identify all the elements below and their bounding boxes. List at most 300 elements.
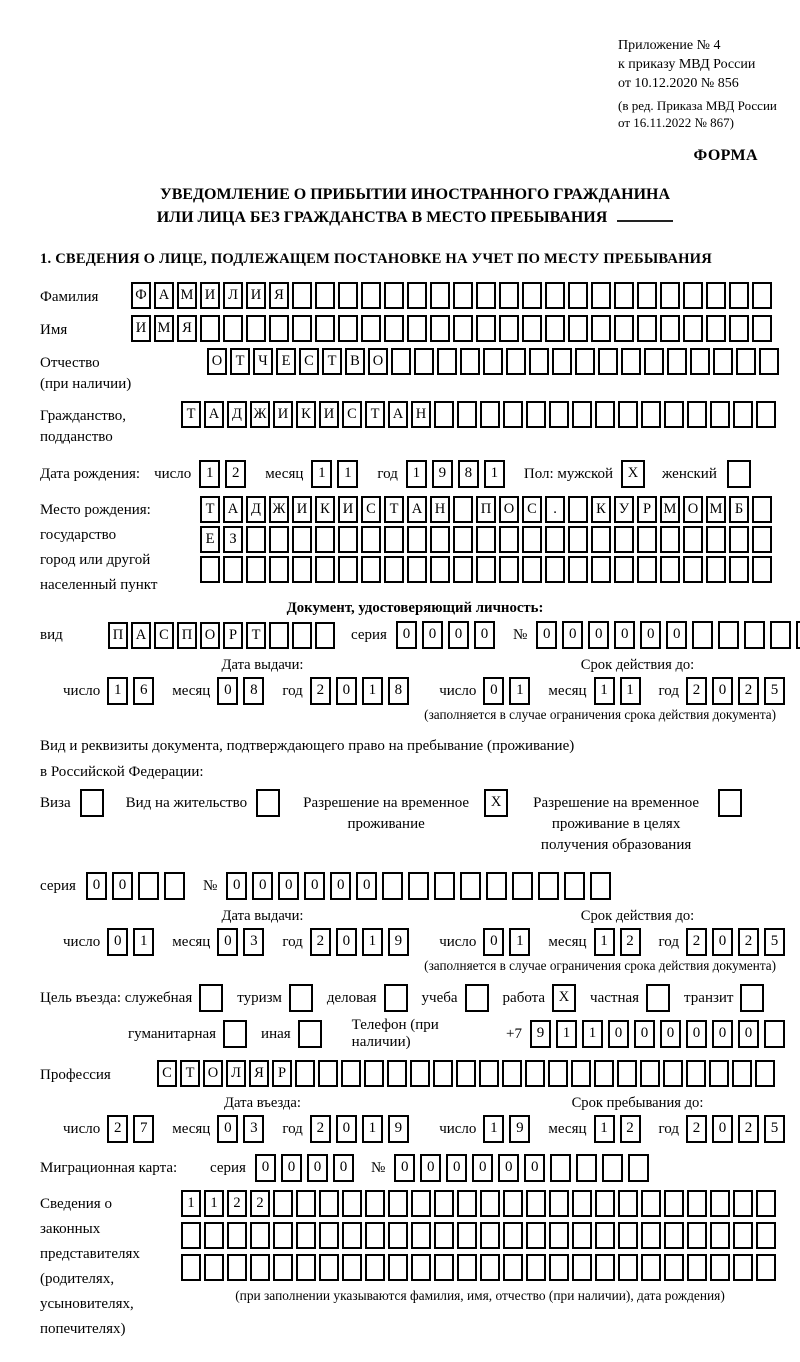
char-cell — [710, 1254, 730, 1281]
char-cell — [456, 1060, 476, 1087]
char-cell: Ч — [253, 348, 273, 375]
migration-series-cells — [255, 1154, 359, 1182]
expiry-date-header: Срок действия до: — [580, 657, 695, 673]
char-cell — [732, 1060, 752, 1087]
char-cell: 0 — [396, 621, 417, 649]
char-cell — [388, 1222, 408, 1249]
issue-day-cells — [107, 677, 159, 705]
char-cell: М — [154, 315, 174, 342]
stay-year-cells — [686, 1115, 790, 1143]
char-cell — [295, 1060, 315, 1087]
char-cell — [641, 401, 661, 428]
char-cell: К — [296, 401, 316, 428]
stay-month-cells — [594, 1115, 646, 1143]
char-cell: 2 — [738, 928, 759, 956]
expiry-note: (заполняется в случае ограничения срока действия документа) — [424, 707, 776, 722]
stay-until-date: число 1 9 месяц 1 2 год 2 0 2 5 — [439, 1115, 790, 1143]
char-cell — [598, 348, 618, 375]
purpose-option-private: частная — [590, 984, 673, 1012]
char-cell: Л — [223, 282, 243, 309]
char-cell — [289, 984, 313, 1012]
char-cell — [756, 1254, 776, 1281]
char-cell — [549, 1190, 569, 1217]
char-cell — [663, 1060, 683, 1087]
char-cell — [407, 526, 427, 553]
char-cell: 1 — [362, 928, 383, 956]
profession-row — [40, 1060, 790, 1087]
char-cell: Н — [430, 496, 450, 523]
char-cell: 0 — [356, 872, 377, 900]
char-cell — [752, 526, 772, 553]
char-cell: 1 — [594, 677, 615, 705]
char-cell — [526, 1190, 546, 1217]
char-cell — [430, 282, 450, 309]
birth-place-line1 — [200, 496, 775, 523]
private-checkbox — [646, 984, 673, 1012]
char-cell — [618, 1190, 638, 1217]
char-cell — [595, 401, 615, 428]
birth-place-label: Место рождения: государство город или другой населенный пункт — [40, 502, 158, 593]
char-cell — [315, 315, 335, 342]
char-cell: 2 — [225, 460, 246, 488]
char-cell — [591, 526, 611, 553]
phone-prefix: +7 — [506, 1025, 522, 1042]
char-cell: X — [621, 460, 645, 488]
char-cell — [706, 315, 726, 342]
identity-issue-date: число 1 6 месяц 0 8 год 2 0 1 8 — [63, 677, 414, 705]
char-cell: 0 — [333, 1154, 354, 1182]
char-cell: У — [614, 496, 634, 523]
char-cell: Т — [384, 496, 404, 523]
edition-line: от 16.11.2022 № 867) — [618, 115, 735, 130]
purpose-option-work: работа X — [503, 984, 580, 1012]
char-cell — [388, 1254, 408, 1281]
char-cell — [391, 348, 411, 375]
char-cell — [644, 348, 664, 375]
char-cell: 2 — [620, 928, 641, 956]
char-cell: 1 — [509, 677, 530, 705]
char-cell — [687, 1222, 707, 1249]
char-cell — [637, 282, 657, 309]
char-cell: 1 — [133, 928, 154, 956]
char-cell: Д — [246, 496, 266, 523]
char-cell — [594, 1060, 614, 1087]
char-cell — [384, 526, 404, 553]
char-cell: 0 — [660, 1020, 681, 1048]
char-cell: 0 — [524, 1154, 545, 1182]
char-cell — [382, 872, 403, 900]
char-cell: 1 — [204, 1190, 224, 1217]
gender-male-checkbox — [621, 460, 648, 488]
char-cell — [729, 556, 749, 583]
char-cell — [465, 984, 489, 1012]
char-cell — [687, 401, 707, 428]
char-cell: 0 — [712, 928, 733, 956]
citizenship-label: Гражданство, подданство — [40, 408, 127, 445]
char-cell: Т — [181, 401, 201, 428]
char-cell — [733, 1254, 753, 1281]
char-cell — [164, 872, 185, 900]
char-cell: 9 — [388, 928, 409, 956]
char-cell — [292, 315, 312, 342]
char-cell: И — [131, 315, 151, 342]
char-cell — [522, 556, 542, 583]
char-cell — [660, 556, 680, 583]
representatives-note: (при заполнении указываются фамилия, имя, отчество (при наличии), дата рождения) — [235, 1288, 725, 1303]
char-cell — [664, 401, 684, 428]
char-cell: С — [154, 622, 174, 649]
char-cell: 0 — [608, 1020, 629, 1048]
char-cell: 2 — [250, 1190, 270, 1217]
char-cell — [733, 1222, 753, 1249]
char-cell — [338, 282, 358, 309]
char-cell: Р — [223, 622, 243, 649]
char-cell — [273, 1254, 293, 1281]
char-cell — [315, 556, 335, 583]
char-cell — [503, 1222, 523, 1249]
surname-row — [40, 282, 790, 309]
char-cell — [223, 1020, 247, 1048]
issue-year-cells — [310, 677, 414, 705]
option-visa: Виза — [40, 789, 107, 817]
birth-place-row — [40, 496, 790, 598]
char-cell — [407, 556, 427, 583]
issue-date-header: Дата выдачи: — [221, 908, 304, 924]
char-cell — [315, 526, 335, 553]
char-cell — [550, 1154, 571, 1182]
identity-expiry-date: число 0 1 месяц 1 1 год 2 0 2 5 — [439, 677, 790, 705]
char-cell: Р — [637, 496, 657, 523]
char-cell: 1 — [107, 677, 128, 705]
char-cell: Ф — [131, 282, 151, 309]
char-cell: 1 — [582, 1020, 603, 1048]
char-cell — [572, 401, 592, 428]
char-cell — [572, 1190, 592, 1217]
char-cell: Я — [249, 1060, 269, 1087]
char-cell — [319, 1190, 339, 1217]
char-cell — [683, 526, 703, 553]
char-cell: Т — [365, 401, 385, 428]
char-cell — [706, 526, 726, 553]
char-cell — [437, 348, 457, 375]
char-cell — [407, 315, 427, 342]
char-cell: И — [319, 401, 339, 428]
char-cell — [614, 282, 634, 309]
char-cell — [430, 556, 450, 583]
migration-card-label: Миграционная карта: — [40, 1159, 178, 1176]
char-cell — [614, 526, 634, 553]
char-cell: С — [522, 496, 542, 523]
char-cell — [522, 282, 542, 309]
char-cell — [296, 1222, 316, 1249]
char-cell — [614, 556, 634, 583]
char-cell — [365, 1190, 385, 1217]
expiry-date-header: Срок действия до: — [580, 908, 695, 924]
char-cell: 1 — [483, 1115, 504, 1143]
char-cell — [433, 1060, 453, 1087]
char-cell — [568, 526, 588, 553]
char-cell — [479, 1060, 499, 1087]
char-cell — [181, 1254, 201, 1281]
birth-day-cells — [199, 460, 251, 488]
expiry-month-cells — [594, 677, 646, 705]
entry-day-cells — [107, 1115, 159, 1143]
char-cell: Я — [177, 315, 197, 342]
char-cell: А — [223, 496, 243, 523]
char-cell — [591, 556, 611, 583]
char-cell — [683, 556, 703, 583]
char-cell — [575, 348, 595, 375]
char-cell — [683, 282, 703, 309]
citizenship-row — [40, 401, 790, 448]
residence-number-cells — [226, 872, 616, 900]
char-cell — [729, 282, 749, 309]
char-cell — [506, 348, 526, 375]
day-label: число — [154, 465, 192, 482]
char-cell — [503, 401, 523, 428]
char-cell — [545, 556, 565, 583]
char-cell: Е — [276, 348, 296, 375]
representatives-cells — [181, 1190, 779, 1304]
char-cell: С — [157, 1060, 177, 1087]
char-cell — [709, 1060, 729, 1087]
char-cell: 2 — [738, 677, 759, 705]
char-cell: 0 — [278, 872, 299, 900]
char-cell: Ж — [250, 401, 270, 428]
char-cell — [564, 872, 585, 900]
char-cell: 0 — [307, 1154, 328, 1182]
purpose-option-study: учеба — [422, 984, 492, 1012]
char-cell — [549, 1254, 569, 1281]
char-cell — [512, 872, 533, 900]
given-name-label: Имя — [40, 322, 68, 338]
expiry-month-cells — [594, 928, 646, 956]
char-cell — [503, 1190, 523, 1217]
residence-permit-options — [40, 789, 790, 856]
given-name-row — [40, 315, 790, 342]
char-cell: 2 — [310, 677, 331, 705]
char-cell — [545, 282, 565, 309]
char-cell — [338, 526, 358, 553]
char-cell: С — [299, 348, 319, 375]
char-cell — [664, 1222, 684, 1249]
char-cell — [204, 1254, 224, 1281]
option-temporary-residence: Разрешение на временное проживание X — [297, 789, 511, 835]
char-cell — [796, 621, 800, 649]
char-cell — [572, 1222, 592, 1249]
representatives-line3 — [181, 1254, 779, 1281]
char-cell — [227, 1254, 247, 1281]
purpose-option-tourism: туризм — [237, 984, 316, 1012]
char-cell — [457, 1254, 477, 1281]
char-cell — [296, 1254, 316, 1281]
char-cell — [361, 556, 381, 583]
char-cell: 6 — [133, 677, 154, 705]
char-cell: 9 — [388, 1115, 409, 1143]
purpose-option-other: иная — [261, 1020, 325, 1048]
char-cell — [568, 556, 588, 583]
char-cell — [710, 1222, 730, 1249]
char-cell — [640, 1060, 660, 1087]
entry-dates-block — [40, 1095, 790, 1143]
char-cell: 0 — [217, 677, 238, 705]
migration-number-cells — [394, 1154, 654, 1182]
char-cell — [571, 1060, 591, 1087]
char-cell: 0 — [422, 621, 443, 649]
char-cell — [744, 621, 765, 649]
char-cell — [618, 1254, 638, 1281]
residence-expiry-date: число 0 1 месяц 1 2 год 2 0 2 5 — [439, 928, 790, 956]
char-cell: 0 — [588, 621, 609, 649]
char-cell: 1 — [594, 1115, 615, 1143]
char-cell — [572, 1254, 592, 1281]
char-cell — [434, 401, 454, 428]
char-cell: 5 — [764, 1115, 785, 1143]
char-cell — [590, 872, 611, 900]
char-cell: А — [154, 282, 174, 309]
char-cell — [686, 1060, 706, 1087]
residence-doc-number-row — [40, 872, 790, 900]
char-cell — [660, 282, 680, 309]
char-cell: . — [545, 496, 565, 523]
char-cell: 0 — [498, 1154, 519, 1182]
residence-permit-checkbox — [256, 789, 283, 817]
char-cell: 1 — [337, 460, 358, 488]
char-cell: 0 — [640, 621, 661, 649]
char-cell — [752, 282, 772, 309]
char-cell: 0 — [483, 677, 504, 705]
char-cell: О — [683, 496, 703, 523]
char-cell: 5 — [764, 677, 785, 705]
char-cell — [338, 556, 358, 583]
char-cell — [408, 872, 429, 900]
char-cell — [664, 1190, 684, 1217]
char-cell: 0 — [336, 677, 357, 705]
number-label: № — [370, 1159, 386, 1176]
char-cell — [388, 1190, 408, 1217]
char-cell: А — [204, 401, 224, 428]
char-cell: 0 — [304, 872, 325, 900]
char-cell: 0 — [107, 928, 128, 956]
char-cell: 0 — [394, 1154, 415, 1182]
char-cell: И — [200, 282, 220, 309]
representatives-label: Сведения о законных представителях (родителях, усыновителях, попечителях) — [40, 1196, 140, 1337]
char-cell — [384, 984, 408, 1012]
char-cell — [499, 315, 519, 342]
char-cell — [641, 1190, 661, 1217]
char-cell: X — [484, 789, 508, 817]
char-cell — [480, 401, 500, 428]
char-cell — [434, 1222, 454, 1249]
char-cell — [740, 984, 764, 1012]
appendix-line: от 10.12.2020 № 856 — [618, 76, 739, 91]
char-cell — [552, 348, 572, 375]
char-cell: 2 — [686, 677, 707, 705]
char-cell: 0 — [686, 1020, 707, 1048]
char-cell — [138, 872, 159, 900]
char-cell — [256, 789, 280, 817]
birth-place-line2 — [200, 526, 775, 553]
char-cell: 1 — [199, 460, 220, 488]
char-cell — [200, 556, 220, 583]
char-cell: И — [246, 282, 266, 309]
char-cell — [628, 1154, 649, 1182]
char-cell — [595, 1222, 615, 1249]
char-cell: 0 — [330, 872, 351, 900]
char-cell — [453, 496, 473, 523]
char-cell — [549, 1222, 569, 1249]
char-cell — [365, 1254, 385, 1281]
char-cell — [548, 1060, 568, 1087]
char-cell — [453, 556, 473, 583]
char-cell — [246, 556, 266, 583]
char-cell — [526, 1254, 546, 1281]
char-cell — [342, 1222, 362, 1249]
representatives-line2 — [181, 1222, 779, 1249]
char-cell — [318, 1060, 338, 1087]
form-title-line1: УВЕДОМЛЕНИЕ О ПРИБЫТИИ ИНОСТРАННОГО ГРАЖДАНИНА — [159, 186, 671, 203]
char-cell: 0 — [86, 872, 107, 900]
expiry-day-cells — [483, 677, 535, 705]
char-cell: 0 — [712, 1115, 733, 1143]
char-cell: А — [388, 401, 408, 428]
char-cell: 0 — [738, 1020, 759, 1048]
char-cell — [434, 1190, 454, 1217]
char-cell — [621, 348, 641, 375]
char-cell — [576, 1154, 597, 1182]
char-cell — [319, 1222, 339, 1249]
study-checkbox — [465, 984, 492, 1012]
char-cell — [269, 622, 289, 649]
char-cell — [269, 526, 289, 553]
char-cell — [667, 348, 687, 375]
char-cell — [529, 348, 549, 375]
humanitarian-checkbox — [223, 1020, 250, 1048]
char-cell: 1 — [362, 677, 383, 705]
char-cell — [718, 621, 739, 649]
option-temporary-residence-education: Разрешение на временное проживание в целях получения образования — [523, 789, 745, 856]
official-checkbox — [199, 984, 226, 1012]
patronymic-row — [40, 348, 790, 395]
char-cell — [660, 315, 680, 342]
number-label: № — [202, 877, 218, 894]
char-cell: И — [338, 496, 358, 523]
char-cell — [483, 348, 503, 375]
char-cell: 2 — [310, 928, 331, 956]
char-cell: Н — [411, 401, 431, 428]
appendix-line: к приказу МВД России — [618, 57, 756, 72]
entry-year-cells — [310, 1115, 414, 1143]
char-cell: 2 — [620, 1115, 641, 1143]
residence-series-cells — [86, 872, 190, 900]
char-cell — [522, 526, 542, 553]
char-cell — [407, 282, 427, 309]
gender-female-label: женский — [662, 465, 717, 482]
stay-day-cells — [483, 1115, 535, 1143]
char-cell: С — [361, 496, 381, 523]
char-cell — [499, 282, 519, 309]
char-cell — [526, 401, 546, 428]
char-cell — [692, 621, 713, 649]
char-cell: О — [499, 496, 519, 523]
patronymic-cells — [207, 348, 782, 375]
char-cell — [460, 872, 481, 900]
char-cell — [480, 1190, 500, 1217]
char-cell — [683, 315, 703, 342]
char-cell: 0 — [112, 872, 133, 900]
char-cell: 0 — [536, 621, 557, 649]
month-label: месяц — [265, 465, 304, 482]
